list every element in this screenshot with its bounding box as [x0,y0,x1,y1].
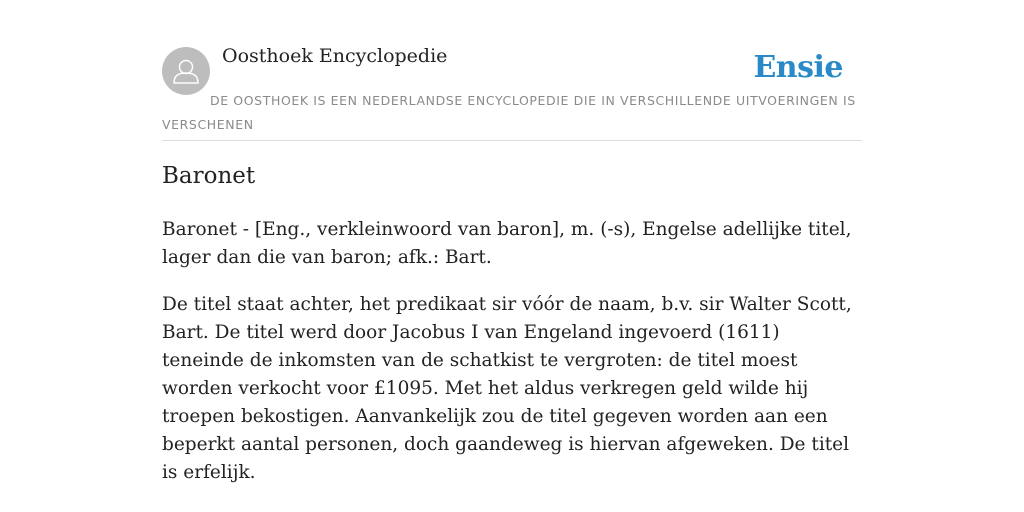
page-container [162,0,862,483]
source-description: DE OOSTHOEK IS EEN NEDERLANDSE ENCYCLOPEDIE DIE IN VERSCHILLENDE UITVOERINGEN IS VERSCHENEN [162,93,856,132]
source-header [162,0,862,141]
article-title: Baronet [162,163,256,189]
article-paragraph: Baronet - [Eng., verkleinwoord van baron], m. (-s), Engelse adellijke titel, lager dan die van baron; afk.: Bart. [162,219,852,268]
source-title[interactable]: Oosthoek Encyclopedie [222,45,448,67]
site-logo[interactable]: Ensie [753,50,843,85]
article-paragraph: De titel staat achter, het predikaat sir vóór de naam, b.v. sir Walter Scott, Bart. De titel werd door Jacobus I van Engeland ingevoerd (1611) teneinde de inkomsten van de schatkist te vergroten: de titel moest worden verkocht voor £1095. Met het aldus verkregen geld wilde hij troepen bekostigen. Aanvankelijk zou de titel gegeven worden aan een beperkt aantal personen, doch gaandeweg is hiervan afgeweken. De titel is erfelijk. [162,294,852,483]
user-avatar-icon[interactable] [162,47,210,95]
